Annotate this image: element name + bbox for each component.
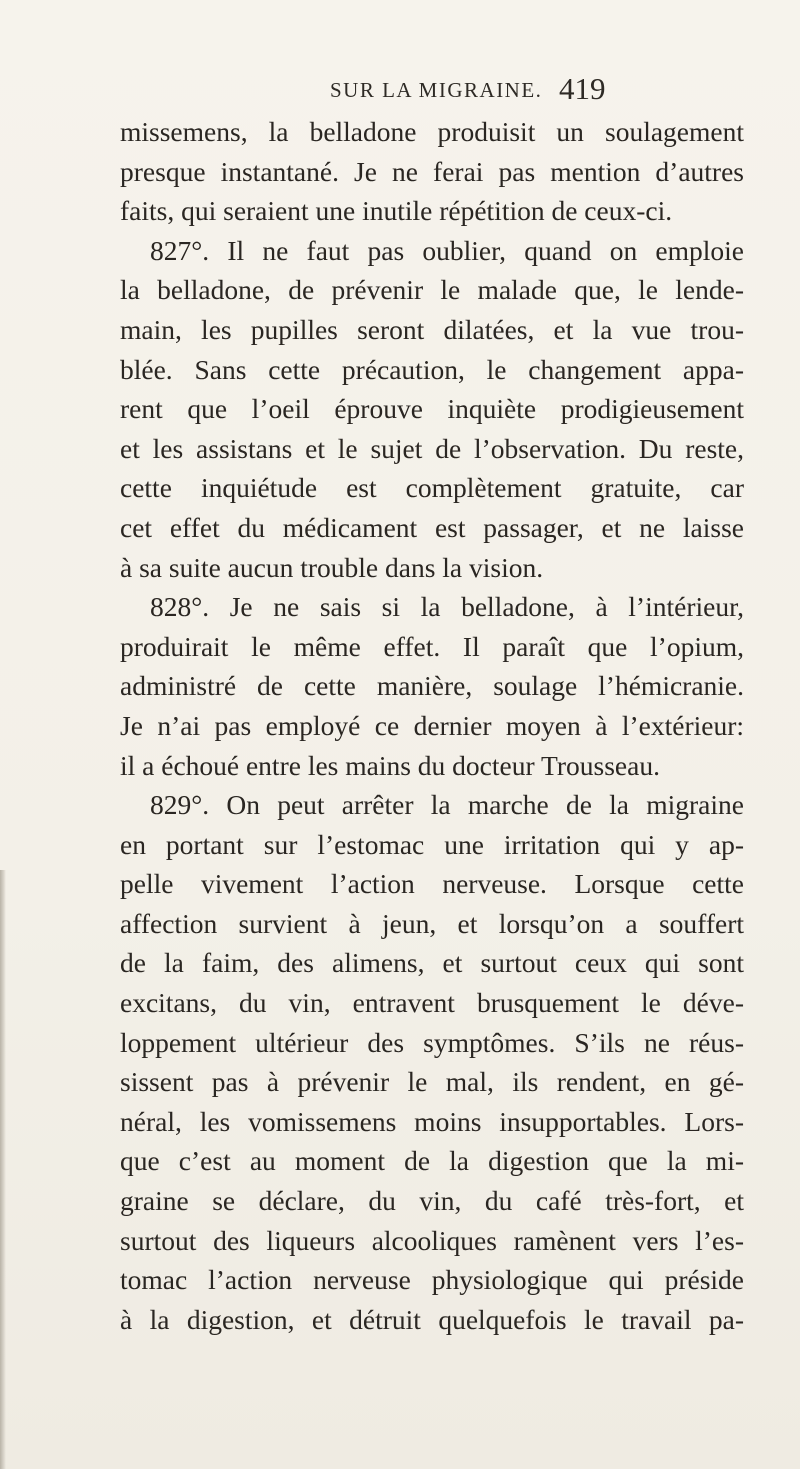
text-line: produirait le même effet. Il paraît que l’opium, bbox=[120, 630, 744, 662]
text-line: tomac l’action nerveuse physiologique qui préside bbox=[120, 1264, 744, 1296]
text-line: presque instantané. Je ne ferai pas mention d’autres bbox=[120, 155, 744, 187]
text-line: il a échoué entre les mains du docteur Trousseau. bbox=[120, 749, 660, 781]
body-text bbox=[120, 112, 744, 1339]
text-line: graine se déclare, du vin, du café très-fort, et bbox=[120, 1185, 744, 1217]
text-line: 828°. Je ne sais si la belladone, à l’intérieur, bbox=[150, 591, 744, 623]
text-line: administré de cette manière, soulage l’hémicranie. bbox=[120, 670, 744, 702]
text-line: excitans, du vin, entravent brusquement le déve- bbox=[120, 987, 744, 1019]
running-title: SUR LA MIGRAINE. bbox=[330, 78, 543, 102]
text-line: et les assistans et le sujet de l’observation. Du reste, bbox=[120, 432, 744, 464]
text-line: de la faim, des alimens, et surtout ceux qui sont bbox=[120, 947, 744, 979]
text-line: surtout des liqueurs alcooliques ramènent vers l’es- bbox=[120, 1224, 744, 1256]
text-line: rent que l’oeil éprouve inquiète prodigieusement bbox=[120, 393, 744, 425]
text-line: que c’est au moment de la digestion que la mi- bbox=[120, 1145, 744, 1177]
page-header bbox=[0, 72, 800, 112]
text-line: faits, qui seraient une inutile répétition de ceux-ci. bbox=[120, 195, 673, 227]
text-line: la belladone, de prévenir le malade que, le lende- bbox=[120, 274, 744, 306]
text-line: à la digestion, et détruit quelquefois le travail pa- bbox=[120, 1303, 744, 1335]
text-line: cette inquiétude est complètement gratuite, car bbox=[120, 472, 744, 504]
text-line: 827°. Il ne faut pas oublier, quand on emploie bbox=[150, 234, 744, 266]
page-gutter-shadow bbox=[0, 870, 6, 1469]
text-line: pelle vivement l’action nerveuse. Lorsque cette bbox=[120, 868, 744, 900]
text-line: cet effet du médicament est passager, et ne laisse bbox=[120, 511, 744, 543]
text-line: blée. Sans cette précaution, le changement appa- bbox=[120, 353, 744, 385]
text-line: en portant sur l’estomac une irritation qui y ap- bbox=[120, 828, 744, 860]
text-line: main, les pupilles seront dilatées, et la vue trou- bbox=[120, 313, 744, 345]
text-line: Je n’ai pas employé ce dernier moyen à l’extérieur: bbox=[120, 709, 744, 741]
page-number: 419 bbox=[559, 71, 606, 106]
text-line: néral, les vomissemens moins insupportables. Lors- bbox=[120, 1105, 744, 1137]
text-line: sissent pas à prévenir le mal, ils rendent, en gé- bbox=[120, 1066, 744, 1098]
text-line: missemens, la belladone produisit un soulagement bbox=[120, 116, 744, 147]
text-line: loppement ultérieur des symptômes. S’ils ne réus- bbox=[120, 1026, 744, 1058]
text-line: affection survient à jeun, et lorsqu’on a souffert bbox=[120, 907, 744, 939]
text-line: à sa suite aucun trouble dans la vision. bbox=[120, 551, 544, 583]
text-line: 829°. On peut arrêter la marche de la migraine bbox=[150, 789, 744, 821]
